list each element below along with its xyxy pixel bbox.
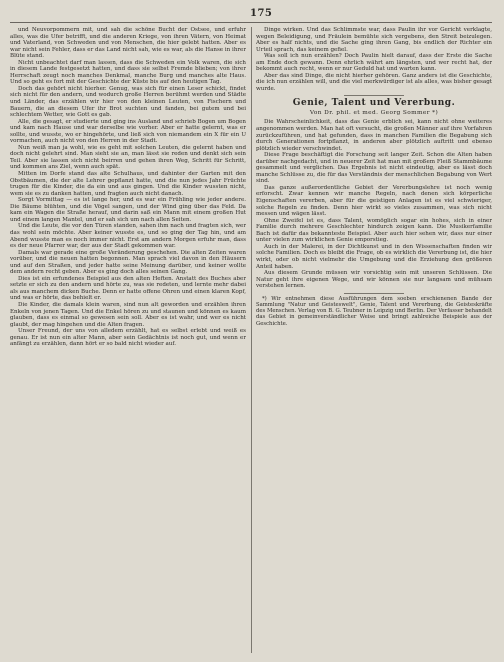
text-columns [10,27,492,653]
paragraph: Diese Frage beschäftigt die Forschung seit langer Zeit. Schon die Alten haben darüber nachgedacht, und in neuerer Zeit hat man mit großem Fleiß Stammbäume gesammelt und verglichen. Das Ergebnis ist nicht eindeutig, aber es lässt doch manche Schlüsse zu, die für das Verständnis der menschlichen Begabung von Wert sind. [256,152,492,185]
right-column [256,27,492,653]
paragraph: Das ganze außerordentliche Gebiet der Vererbungslehre ist noch wenig erforscht. Zwar kennen wir manche Regeln, nach denen sich körperliche Eigenschaften vererben, aber für die geistigen Anlagen ist es viel schwieriger, solche Regeln zu finden. Denn hier wirkt so vieles zusammen, was sich nicht messen und wägen lässt. [256,184,492,218]
article-byline: Von Dr. phil. et med. Georg Sommer *) [309,110,439,117]
paragraph: Aus diesem Grunde müssen wir vorsichtig sein mit unseren Schlüssen. Die Natur geht ihre eigenen Wege, und wir können sie nur langsam und mühsam verstehen lernen. [256,270,492,290]
paragraph: Sorgt Vormittag — es ist lange her, und es war ein Frühling wie jeder andere. Die Bäume blühten, und die Vögel sangen, und der Wind ging über das Feld. Da kam ein Wagen die Straße herauf, und darin saß ein Mann mit einem großen Hut und einem langen Mantel, und er sah sich um nach allen Seiten. [10,197,246,223]
paragraph: Aber das sind Dinge, die nicht hierher gehören. Ganz anders ist die Geschichte, die ich nun erzählen will, und die viel merkwürdiger ist als alles, was bisher gesagt wurde. [256,72,492,92]
paragraph: Die Kinder, die damals klein waren, sind nun alt geworden und erzählen ihren Enkeln von jenen Tagen. Und die Enkel hören zu und staunen und können es kaum glauben, dass es einmal so gewesen sein soll. Aber es ist wahr, und wer es nicht glaubt, der mag hingehen und die Alten fragen. [10,301,246,328]
paragraph: Alle, die gesagt, er studierte und ging ins Ausland und schrieb Bogen um Bogen und kam nach Hause und war derselbe wie vorher. Aber er hatte gelernt, was er sollte, und wusste, wo er hingehörte, und ließ sich von niemandem ein X für ein U vormachen, auch nicht von den Herren in der Stadt. [10,118,246,145]
paragraph: Damals war gerade eine große Veränderung geschehen. Die alten Zeiten waren vorüber, und die neuen hatten begonnen. Man sprach viel davon in den Häusern und auf den Straßen, und jeder hatte seine Meinung darüber, und keiner wollte dem andern recht geben. Aber es ging doch alles seinen Gang. [10,249,246,276]
paragraph: Ohne Zweifel ist es, dass Talent, womöglich sogar ein hohes, sich in einer Familie durch mehrere Geschlechter hindurch zeigen kann. Die Musikerfamilie Bach ist dafür das bekannteste Beispiel. Aber auch hier sehen wir, dass nur einer unter vielen zum wirklichen Genie emporstieg. [256,217,492,244]
paragraph: Dies ist ein erfundenes Beispiel aus den alten Heften. Anstatt des Buches aber setzte er sich zu den andern und hörte zu, was sie redeten, und lernte mehr dabei als aus manchem dicken Buche. Denn er hatte offene Ohren und einen klaren Kopf, und was er hörte, das behielt er. [10,275,246,302]
column-divider [251,27,252,653]
footnote-divider [344,293,404,294]
paragraph: Doch das gehört nicht hierher. Genug, was sich für einen Leser schickt, findet sich nicht für den andern, und wodurch große Herren berühmt werden und Städte und Länder, das erzählen wir hier von den kleinen Leuten, von Fischern und Bauern, die an diesem Ufer ihr Brot suchten und fanden, bei gutem und bei schlechtem Wetter, wie Gott es gab. [10,85,246,119]
paragraph: Nicht unbeachtet darf man lassen, dass die Schweden ein Volk waren, die sich in diesem Lande festgesetzt hatten, und dass sie selbst Fremde blieben; von ihrer Herrschaft zeugt noch manches Denkmal, manche Burg und manches alte Haus. Und so geht es fort mit der Geschichte der Küste bis auf den heutigen Tag. [10,59,246,86]
paragraph: Die Wahrscheinlichkeit, dass das Genie erblich sei, kann nicht ohne weiteres angenommen werden. Man hat oft versucht, die großen Männer auf ihre Vorfahren zurückzuführen, und hat gefunden, dass in manchen Familien die Begabung sich durch Generationen fortpflanzt, in anderen aber plötzlich auftritt und ebenso plötzlich wieder verschwindet. [256,119,492,152]
paragraph: und Neuvorpommern mit, und sah die schöne Bucht der Ostsee, und erfuhr alles, was die Ufer betrifft, und die anderen Kriege, von ihren Vätern, von Heimat und Vaterland, von Schweden und von Menschen, die hier gelebt hatten. Aber es war nicht sein Fehler, dass er das Land nicht sah, wie es war, als die Hanse in ihrer Blüte stand. [10,27,246,60]
left-column [10,27,246,653]
paragraph: Dinge wirken. Und das Schlimmste war, dass Paulin ihr vor Gericht verklagte, wegen Beleidigung, und Fräulein bemühte sich vergebens, den Streit beizulegen. Aber es half nichts, und die Sache ging ihren Gang, bis endlich der Richter ein Urteil sprach, das keinem gefiel. [256,27,492,53]
page-header [10,10,492,23]
footnote [256,296,492,327]
paragraph: Unser Freund, der uns von alledem erzählt, hat es selbst erlebt und weiß es genau. Er ist nun ein alter Mann, aber sein Gedächtnis ist noch gut, und wenn er anfängt zu erzählen, dann hört er so bald nicht wieder auf. [10,328,246,348]
intro-text [256,27,492,92]
paragraph: Und die Leute, die vor den Türen standen, sahen ihm nach und fragten sich, wer das wohl sein möchte. Aber keiner wusste es, und so ging der Tag hin, und am Abend wusste man es noch immer nicht. Erst am andern Morgen erfuhr man, dass es der neue Pfarrer war, der aus der Stadt gekommen war. [10,223,246,250]
footnote-text: *) Wir entnehmen diese Ausführungen dem soeben erschienenen Bande der Sammlung "Natur und Geisteswelt", Genie, Talent und Vererbung, die Geisteskräfte des Menschen. Verlag von B. G. Teubner in Leipzig und Berlin. Der Verfasser behandelt das Gebiet in gemeinverständlicher Weise und bringt zahlreiche Beispiele aus der Geschichte. [256,295,492,327]
paragraph: Mitten im Dorfe stand das alte Schulhaus, und dahinter der Garten mit den Obstbäumen, die der alte Lehrer gepflanzt hatte, und die nun jedes Jahr Früchte trugen für die Kinder, die da ein und aus gingen. Und die Kinder wussten nicht, wem sie es zu danken hatten, und fragten auch nicht danach. [10,171,246,197]
paragraph: Was soll ich nun erzählen? Doch Paulin hielt darauf, dass der Erste die Sache am Ende doch gewann. Denn ehrlich währt am längsten, und wer recht hat, der bekommt auch recht, wenn er nur Geduld hat und warten kann. [256,53,492,73]
article-body [256,119,492,289]
paragraph: Nun weiß man ja wohl, wie es geht mit solchen Leuten, die gelernt haben und doch nicht gelehrt sind. Man sieht sie an, man lässt sie reden und denkt sich sein Teil. Aber sie lassen sich nicht beirren und gehen ihren Weg, Schritt für Schritt, und kommen ans Ziel, wenn auch spät. [10,144,246,171]
section-divider [344,95,404,96]
paragraph: Auch in der Malerei, in der Dichtkunst und in den Wissenschaften finden wir solche Familien. Doch es bleibt die Frage, ob es wirklich die Vererbung ist, die hier wirkt, oder ob nicht vielmehr die Umgebung und die Erziehung den größeren Anteil haben. [256,243,492,270]
article-title: Genie, Talent und Vererbung. [292,98,456,109]
page-number: 175 [250,8,273,19]
